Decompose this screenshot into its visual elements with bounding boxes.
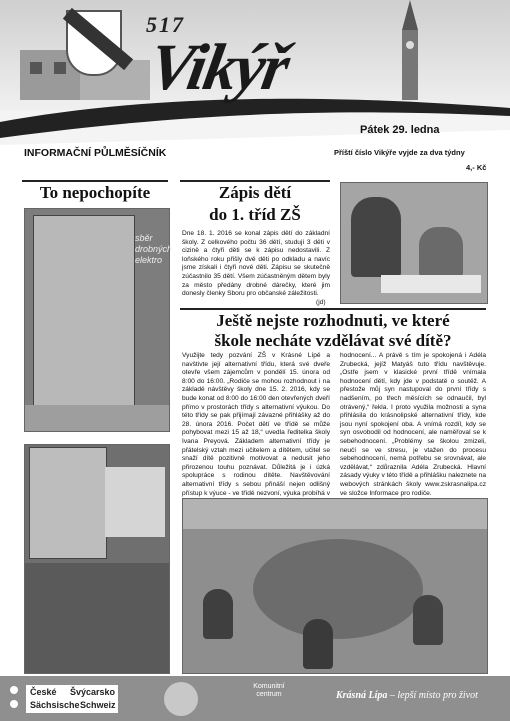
worksheet [381, 275, 481, 293]
child-figure [419, 227, 463, 277]
main-headline-line1: Ještě nejste rozhodnuti, ve které [216, 311, 450, 330]
logo-text: Sächsische [30, 700, 80, 710]
classroom-photo [182, 498, 488, 674]
top-article-body: Dne 18. 1. 2016 se konal zápis dětí do základní školy. Z celkového počtu 36 dětí, studují 3 děti v cizině a čtyři děti se k zápisu nedostavili. Z loňského roku přišly dvě děti po odkladu a navíc jsme získali i čtyři nové děti. Zápisu se skutečně zúčastnilo 35 dětí. Všem zúčastněným dětem byly za město předány drobné dárečky, které jim donesly členky Sboru pro občanské záležitosti. [182, 230, 330, 298]
left-headline: To nepochopíte [39, 183, 151, 202]
issue-price: 4,- Kč [466, 163, 487, 172]
main-headline-line2: škole necháte vzdělávat své dítě? [214, 331, 452, 350]
logo-text: České [30, 687, 57, 697]
logo-text: Schweiz [80, 700, 116, 710]
letter-carpet [253, 539, 423, 639]
logo-text: Švýcarsko [70, 687, 116, 697]
issue-date: Pátek 29. ledna [360, 124, 440, 136]
bin-label: sběr drobných elektro [135, 233, 173, 265]
top-article-signature: (jd) [316, 299, 326, 306]
town-motto [336, 690, 478, 701]
child-figure-2 [303, 619, 333, 669]
ceske-svycarsko-logo [26, 685, 118, 713]
motto-town: Krásná Lípa [336, 690, 388, 701]
white-bins [105, 467, 165, 537]
ground [25, 405, 169, 431]
open-bin [29, 447, 107, 559]
newspaper-title: Vikýř [143, 31, 294, 104]
komunitni-centrum-logo: Komunitní centrum [253, 683, 285, 698]
top-headline-line2: do 1. tříd ZŠ [209, 205, 301, 224]
footer-dot-icon [10, 700, 18, 708]
teacher-figure [351, 197, 401, 277]
newspaper-subtitle: INFORMAČNÍ PŮLMĚSÍČNÍK [24, 147, 167, 159]
footer-dot-icon [10, 686, 18, 694]
enrollment-photo [340, 182, 488, 304]
bins-photo-2 [24, 444, 170, 674]
main-article-col1: Využijte tedy pozvání ZŠ v Krásné Lípě a navštivte její alternativní třídu, která své dveře otevře všem zájemcům v pondělí 15. února od 8:00 do 16:00. „Rodiče se mohou rozhodnout i na základě návštěvy školy dne 15. 2. 2016, kdy se bude konat od 8:00 do 16:00 den otevřených dveří přímo v prostorách třídy s alternativní výukou. Do této třídy se pak přijímají závazné přihlášky až do 28. února 2016. Počet dětí ve třídě se může pohybovat mezi 15 až 18,“ uvedla ředitelka školy Ivana Preyová. Základem alternativní třídy je přátelský vztah mezi učitelem a dítětem, učitel se snaží dítě pozitivně motivovat a nedusit jeho přirozenou touhu poznávat. Důležitá je i úzká spolupráce s rodinou dítěte. Navštěvování alternativní třídy s sebou přináší nejen odlišný přístup k výuce - ve třídě nezvoní, výuka probíhá v [182, 352, 330, 497]
collection-bin [33, 215, 135, 407]
bins-photo-1 [24, 208, 173, 432]
child-figure-3 [413, 595, 443, 645]
next-issue-note: Příští číslo Vikýře vyjde za dva týdny [334, 148, 465, 157]
littered-ground [25, 563, 169, 673]
classroom-wall [183, 499, 487, 529]
issue-number: 517 [146, 12, 185, 37]
top-headline-line1: Zápis dětí [218, 183, 292, 202]
child-figure-1 [203, 589, 233, 639]
motto-rest: – lepší místo pro život [387, 690, 478, 701]
main-article-col2: hodnocení... A právě s tím je spokojená i Adéla Zrubecká, jejíž Matyáš tuto třídu navštěvuje. „Ostře jsem v klasické první třídě vnímala hodnocení dětí, kdy jde v podstatě o soutěž. A přestože můj syn nastupoval do první třídy s nadšením, po třech měsících se odnaučil, byl otrávený,“ řekla. I proto využila možnosti a syna přihlásila do krásnolipské alternativní třídy, kde jsou nyní spokojení oba. A vnímá rozdíl, kdy se syn osvobodil od hodnocení, ale naměřoval se k sebehodnocení. „Problémy se školou zmizeli, neučí se ve stresu, je vtažen do procesu sebehodnocení, nemá potřebu se srovnávat, ale vzdělávat,“ zdůraznila Adéla Zrubecká. Hlavní zásady výuky v této třídě a přihlášku naleznete na webových stránkách školy www.zskrasnalipa.cz ve složce Informace pro rodiče. [340, 352, 486, 497]
partner-logo-icon [164, 682, 198, 716]
